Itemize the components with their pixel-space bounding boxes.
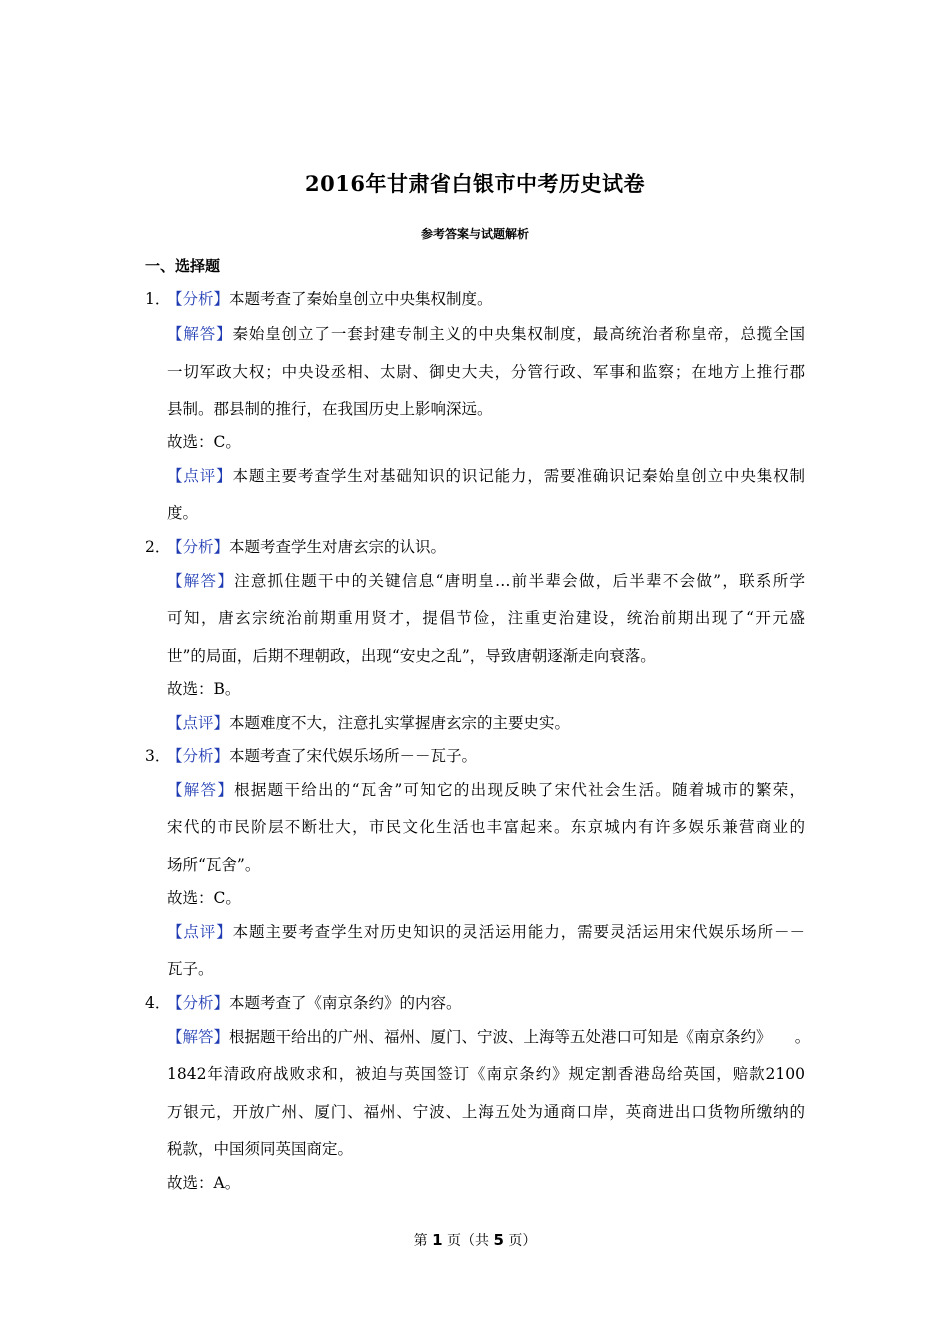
answer-text: 注意抓住题干中的关键信息“唐明皇…前半辈会做，后半辈不会做”，联系所学 bbox=[234, 572, 805, 590]
q2-comment-line bbox=[167, 711, 570, 733]
q1-comment-line bbox=[167, 464, 805, 486]
answer-tag: 【解答】 bbox=[167, 325, 233, 343]
current-page-number: 1 bbox=[432, 1231, 443, 1249]
analysis-text: 本题考查了宋代娱乐场所－－瓦子。 bbox=[229, 747, 478, 765]
comment-text: 本题难度不大，注意扎实掌握唐玄宗的主要史实。 bbox=[229, 714, 571, 732]
footer-middle: 页（共 bbox=[442, 1233, 494, 1249]
comment-text: 本题主要考查学生对历史知识的灵活运用能力，需要灵活运用宋代娱乐场所－－ bbox=[232, 923, 805, 941]
question-number: 3． bbox=[145, 747, 171, 765]
answer-tag: 【解答】 bbox=[167, 781, 235, 799]
q1-choice: 故选：C。 bbox=[167, 433, 241, 451]
footer-prefix: 第 bbox=[413, 1233, 433, 1249]
q1-answer-line: 一切军政大权；中央设丞相、太尉、御史大夫，分管行政、军事和监察；在地方上推行郡 bbox=[167, 363, 805, 381]
analysis-text: 本题考查了《南京条约》的内容。 bbox=[229, 994, 462, 1012]
answer-tag: 【解答】 bbox=[167, 1028, 230, 1046]
question-number: 4． bbox=[145, 994, 171, 1012]
q3-choice: 故选：C。 bbox=[167, 889, 241, 907]
answer-text: 根据题干给出的广州、福州、厦门、宁波、上海等五处港口可知是《南京条约》 。 bbox=[229, 1028, 811, 1046]
q4-answer-line bbox=[167, 1025, 811, 1047]
q1-analysis-line bbox=[145, 287, 493, 309]
comment-tag: 【点评】 bbox=[167, 467, 233, 485]
q4-choice: 故选：A。 bbox=[167, 1174, 241, 1192]
comment-tag: 【点评】 bbox=[167, 714, 230, 732]
analysis-tag: 【分析】 bbox=[167, 290, 230, 308]
q2-answer-line: 世”的局面，后期不理朝政，出现“安史之乱”，导致唐朝逐渐走向衰落。 bbox=[167, 647, 656, 665]
q2-choice: 故选：B。 bbox=[167, 680, 241, 698]
section-heading: 一、选择题 bbox=[145, 257, 221, 275]
q3-answer-line: 宋代的市民阶层不断壮大，市民文化生活也丰富起来。东京城内有许多娱乐兼营商业的 bbox=[167, 818, 805, 836]
q4-answer-line: 税款，中国须同英国商定。 bbox=[167, 1140, 354, 1158]
analysis-tag: 【分析】 bbox=[167, 538, 230, 556]
answer-text: 根据题干给出的“瓦舍”可知它的出现反映了宋代社会生活。随着城市的繁荣， bbox=[234, 781, 805, 799]
q3-answer-line: 场所“瓦舍”。 bbox=[167, 856, 261, 874]
total-page-number: 5 bbox=[493, 1231, 504, 1249]
analysis-tag: 【分析】 bbox=[167, 747, 230, 765]
q1-answer-line bbox=[167, 322, 805, 344]
question-number: 2． bbox=[145, 538, 171, 556]
q3-comment-line bbox=[167, 920, 805, 942]
analysis-text: 本题考查了秦始皇创立中央集权制度。 bbox=[229, 290, 493, 308]
comment-text: 本题主要考查学生对基础知识的识记能力，需要准确识记秦始皇创立中央集权制 bbox=[232, 467, 805, 485]
page-title: 2016年甘肃省白银市中考历史试卷 bbox=[305, 171, 645, 196]
analysis-text: 本题考查学生对唐玄宗的认识。 bbox=[229, 538, 447, 556]
analysis-tag: 【分析】 bbox=[167, 994, 230, 1012]
answer-text: 秦始皇创立了一套封建专制主义的中央集权制度，最高统治者称皇帝，总揽全国 bbox=[232, 325, 805, 343]
page-subtitle: 参考答案与试题解析 bbox=[420, 227, 529, 241]
page-footer bbox=[0, 1230, 950, 1250]
q2-answer-line: 可知，唐玄宗统治前期重用贤才，提倡节俭，注重吏治建设，统治前期出现了“开元盛 bbox=[167, 609, 805, 627]
question-number: 1． bbox=[145, 290, 171, 308]
q3-answer-line bbox=[167, 778, 805, 800]
q4-answer-line: 1842年清政府战败求和，被迫与英国签订《南京条约》规定割香港岛给英国，赔款2100 bbox=[167, 1065, 805, 1083]
answer-tag: 【解答】 bbox=[167, 572, 235, 590]
q3-comment-line: 瓦子。 bbox=[167, 960, 214, 978]
q1-comment-line: 度。 bbox=[167, 504, 199, 522]
q1-answer-line: 县制。郡县制的推行，在我国历史上影响深远。 bbox=[167, 400, 493, 418]
footer-suffix: 页） bbox=[503, 1233, 537, 1249]
q4-answer-line: 万银元，开放广州、厦门、福州、宁波、上海五处为通商口岸，英商进出口货物所缴纳的 bbox=[167, 1103, 805, 1121]
q4-analysis-line bbox=[145, 991, 462, 1013]
q2-analysis-line bbox=[145, 535, 446, 557]
comment-tag: 【点评】 bbox=[167, 923, 233, 941]
q2-answer-line bbox=[167, 569, 805, 591]
q3-analysis-line bbox=[145, 744, 477, 766]
